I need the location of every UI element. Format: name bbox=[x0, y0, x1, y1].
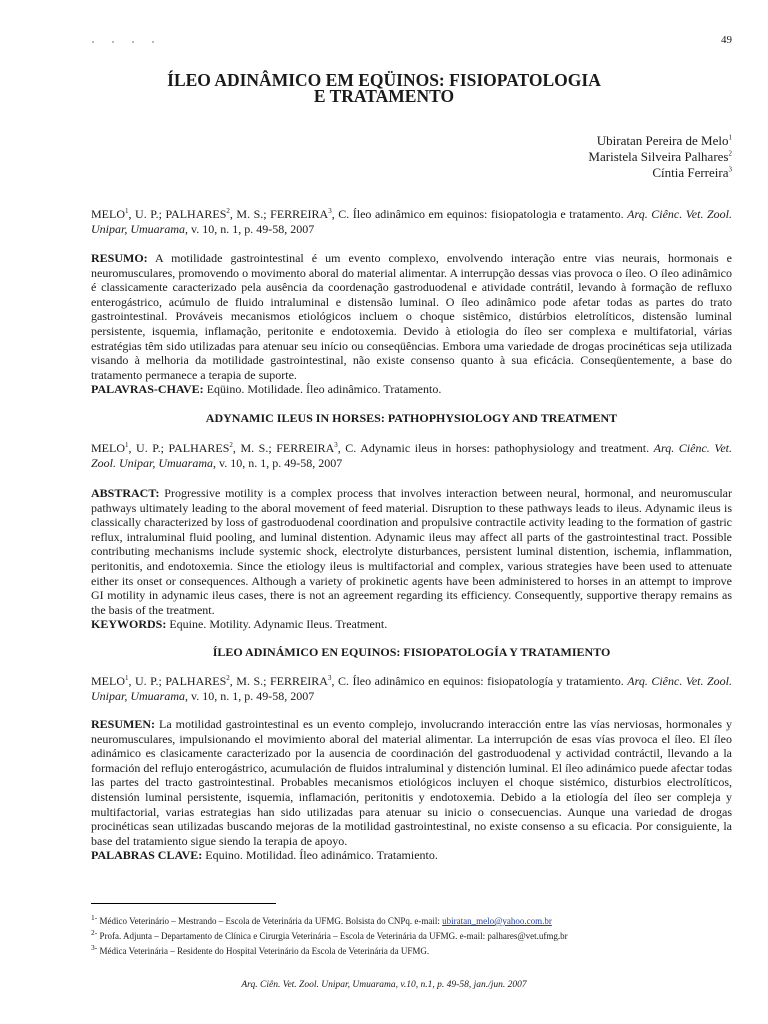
resumen-paragraph: RESUMEN: La motilidad gastrointestinal es un evento complejo, involucrando interacción entre las vías nerviosas, hormonales y neuromusculares, impulsionando el movimiento aboral del material alimentar. La interrupción de esas vías provoca el íleo. El íleo adinámico es clasicamente caracterizado por la ausencia de coordinación del gastroduodenal y actividad contráctil, llevando a la formación del reflujo enterogástrico, acumulación de fluidos intraluminal y distención luminal. El íleo adinámico puede afectar todas las partes del tracto gastrointestinal. Probables mecanismos etiológicos incluyen el choque sistémico, disturbios electrolíticos, distensión luminal persistente, isquemia, inflamación, peritonitis y endotoxemia. Debido a la etiología del íleo ser compleja y multifactorial, varias estrategias han sido utilizadas para atenuar su inicio o consecuencias. Aunque una variedad de drogas procinéticas sean utilizadas buscando mejoras de la motilidad gastrointestinal, no existe consenso a su eficacia. Por consiguiente, la base del tratamiento sigue siendo la terapia de apoyo. bbox=[91, 717, 733, 848]
section-heading-english: ADYNAMIC ILEUS IN HORSES: PATHOPHYSIOLOGY AND TREATMENT bbox=[205, 411, 618, 425]
footnote-rule bbox=[91, 903, 276, 904]
citation-spanish: MELO$^1$, U. P.; PALHARES$^2$, M. S.; FERREIRA$^3$, C. Íleo adinâmico en equinos: fisiopatología y tratamiento. Arq. Ciênc. Vet. Zool. Unipar, Umuarama, v. 10, n. 1, p. 49-58, 2007 bbox=[91, 674, 732, 703]
section-heading-spanish: ÍLEO ADINÁMICO EN EQUINOS: FISIOPATOLOGÍA Y TRATAMIENTO bbox=[212, 645, 611, 659]
citation-english: MELO$^1$, U. P.; PALHARES$^2$, M. S.; FERREIRA$^3$, C. Adynamic ileus in horses: pathophysiology and treatment. Arq. Ciênc. Vet. Zool. Unipar, Umuarama, v. 10, n. 1, p. 49-58, 2007 bbox=[91, 441, 732, 470]
abstract-section bbox=[91, 486, 732, 632]
palavras-chave: PALAVRAS-CHAVE: Eqüino. Motilidade. Íleo adinâmico. Tratamento. bbox=[91, 382, 442, 397]
resumen-section bbox=[91, 717, 732, 863]
title-line-1: ÍLEO ADINÂMICO EM EQÜINOS: FISIOPATOLOGIA bbox=[167, 70, 601, 90]
scan-artifact bbox=[92, 30, 242, 36]
author-1: Ubiratan Pereira de Melo$^1$ bbox=[596, 133, 732, 148]
keywords: KEYWORDS: Equine. Motility. Adynamic Ileus. Treatment. bbox=[91, 617, 388, 632]
resumo-paragraph: RESUMO: A motilidade gastrointestinal é um evento complexo, envolvendo interação entre vias neurais, hormonais e neuromusculares, promovendo o movimento aboral do material alimentar. A interrupção dessas vias provoca o íleo. O íleo adinâmico é classicamente caracterizado pela ausência da coordenação gastroduodenal e atividade contrátil, levando à formação de refluxo enterogástrico, acúmulo de fluido intraluminal e distensão luminal. O íleo adinâmico pode afetar todas as partes do trato gastrointestinal. Prováveis mecanismos etiológicos incluem o choque sistêmico, distúrbios eletrolíticos, distensão luminal persistente, isquemia, inflamação, peritonite e endotoxemia. Devido à etiologia do íleo ser complexa e multifatorial, várias estratégias têm sido utilizadas para atenuar seu início ou conseqüências. Embora uma variedade de drogas procinéticas seja utilizada visando à melhoria da motilidade gastrointestinal, não existe consenso quanto à sua eficácia. Conseqüentemente, a base do tratamento permanece a terapia de suporte. bbox=[91, 251, 732, 382]
footnote-3: $^{3-}$ Médica Veterinária – Residente do Hospital Veterinário da Escola de Veterinária da UFMG. bbox=[91, 943, 430, 956]
author-3: Cíntia Ferreira$^3$ bbox=[652, 165, 732, 180]
article-title bbox=[90, 72, 678, 104]
author-2: Maristela Silveira Palhares$^2$ bbox=[588, 149, 732, 164]
resumo-section bbox=[91, 251, 732, 397]
citation-portuguese: MELO$^1$, U. P.; PALHARES$^2$, M. S.; FERREIRA$^3$, C. Íleo adinâmico em equinos: fisiopatologia e tratamento. Arq. Ciênc. Vet. Zool. Unipar, Umuarama, v. 10, n. 1, p. 49-58, 2007 bbox=[91, 207, 732, 236]
footnote-1: $^{1-}$ Médico Veterinário – Mestrando – Escola de Veterinária da UFMG. Bolsista do CNPq. e-mail: ubiratan_melo@yahoo.com.br bbox=[91, 913, 552, 926]
author-list bbox=[588, 133, 732, 181]
page-number: 49 bbox=[721, 34, 732, 46]
palabras-clave: PALABRAS CLAVE: Equino. Motilidad. Íleo adinámico. Tratamiento. bbox=[91, 848, 438, 863]
footnotes bbox=[91, 912, 732, 957]
footnote-2: $^{2-}$ Profa. Adjunta – Departamento de Clínica e Cirurgia Veterinária – Escola de Veterinária da UFMG. e-mail: palhares@vet.ufmg.br bbox=[91, 928, 568, 941]
footnote-email-link[interactable]: ubiratan_melo@yahoo.com.br bbox=[442, 916, 552, 926]
title-line-2: E TRATAMENTO bbox=[313, 86, 455, 106]
journal-footer: Arq. Ciên. Vet. Zool. Unipar, Umuarama, v.10, n.1, p. 49-58, jan./jun. 2007 bbox=[241, 980, 527, 990]
abstract-paragraph: ABSTRACT: Progressive motility is a complex process that involves interaction between neural, hormonal, and neuromuscular pathways ultimately leading to the aboral movement of feed material. Disruption to these pathways leads to ileus. Adynamic ileus is classically characterized by loss of gastroduodenal coordination and propulsive contractile activity leading to the formation of gastric reflux, intraluminal fluid pooling, and luminal distention. Adynamic ileus may affect all parts of the gastrointestinal tract. Possible contributing mechanisms include systemic shock, electrolyte disturbances, persistent luminal distention, ischemia, inflammation, peritonitis, and endotoxemia. Since the etiology ileus is multifactorial and complex, various strategies have been used to attenuate either its onset or consequences. Although a variety of prokinetic agents have been administered to horses in an attempt to improve GI motility in adynamic ileus cases, there is not an agreement regarding its efficiency. Consequently, supportive therapy remains as the basis of the treatment. bbox=[91, 486, 732, 617]
